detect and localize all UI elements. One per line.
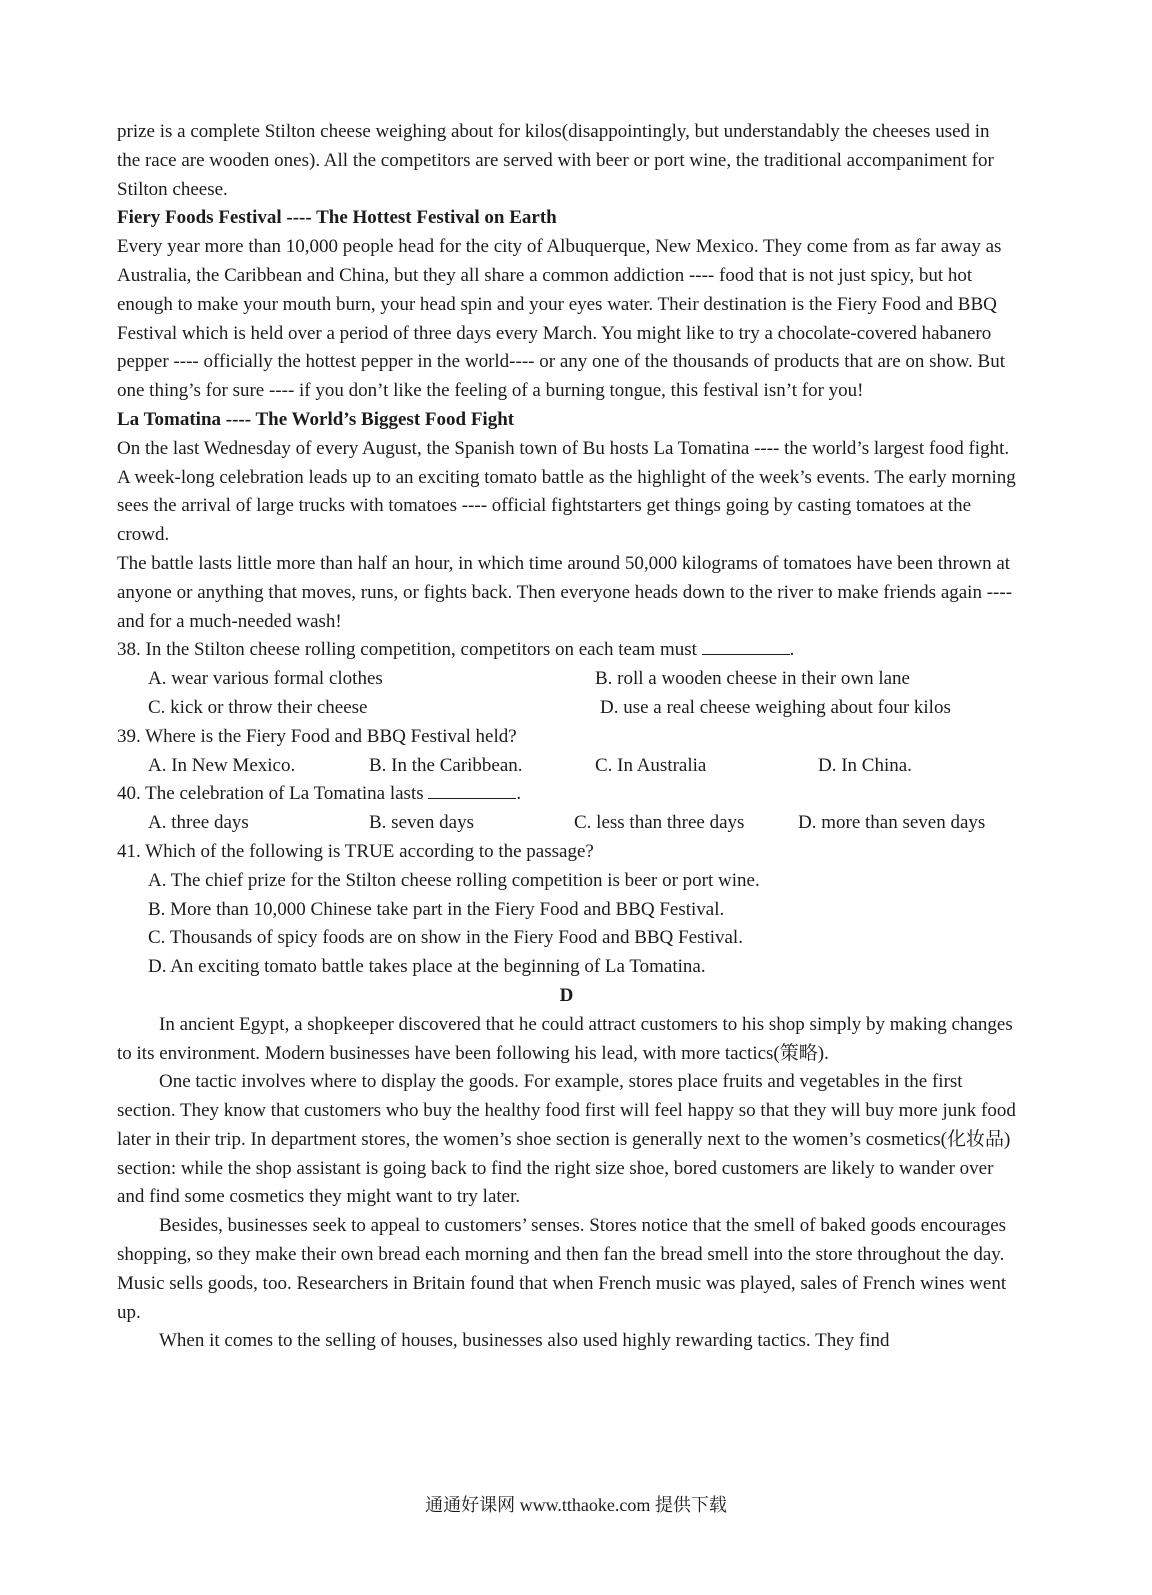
question-38-options-row-1 [117,665,1016,694]
section-heading: La Tomatina ---- The World’s Biggest Food Fight [117,408,515,430]
answer-blank [428,782,516,799]
passage-c-paragraph: prize is a complete Stilton cheese weighing about for kilos(disappointingly, but understandably the cheeses used in the race are wooden ones). All the competitors are served with beer or port wine, the traditional accompaniment for Stilton cheese. [117,121,994,200]
option-d: D. use a real cheese weighing about four kilos [600,696,951,718]
passage-c-paragraph: The battle lasts little more than half an hour, in which time around 50,000 kilograms of tomatoes have been thrown at anyone or anything that moves, runs, or fights back. Then everyone heads down to the river to make friends again ---- and for a much-needed wash! [117,552,1013,632]
answer-blank [702,638,790,655]
question-40-options [117,809,1016,838]
passage-d-paragraph: One tactic involves where to display the goods. For example, stores place fruits and vegetables in the first section. They know that customers who buy the healthy food first will feel happy so that they will buy more junk food later in their trip. In department stores, the women’s shoe section is generally next to the women’s cosmetics(化妆品) section: while the shop assistant is going back to find the right size shoe, bored customers are likely to wander over and find some cosmetics they might want to try later. [117,1071,1016,1208]
question-39: 39. Where is the Fiery Food and BBQ Festival held? [117,725,517,747]
question-39-options [117,752,1016,781]
option-d: D. An exciting tomato battle takes place at the beginning of La Tomatina. [148,956,706,978]
passage-d-paragraph: Besides, businesses seek to appeal to customers’ senses. Stores notice that the smell of baked goods encourages shopping, so they make their own bread each morning and then fan the bread smell into the store throughout the day. Music sells goods, too. Researchers in Britain found that when French music was played, sales of French wines went up. [117,1215,1007,1323]
passage-d-label: D [559,984,574,1006]
option-c: C. kick or throw their cheese [148,696,368,718]
option-a: A. In New Mexico. [148,754,296,776]
option-c: C. Thousands of spicy foods are on show in the Fiery Food and BBQ Festival. [148,927,743,949]
page-footer: 通通好课网 www.tthaoke.com 提供下载 [425,1495,727,1515]
passage-d-paragraph: When it comes to the selling of houses, businesses also used highly rewarding tactics. They find [159,1330,890,1352]
section-heading: Fiery Foods Festival ---- The Hottest Festival on Earth [117,207,557,229]
option-b: B. seven days [369,812,475,834]
passage-c-paragraph: On the last Wednesday of every August, the Spanish town of Bu hosts La Tomatina ---- the world’s largest food fight. A week-long celebration leads up to an exciting tomato battle as the highlight of the week’s events. The early morning sees the arrival of large trucks with tomatoes ---- official fightstarters get things going by casting tomatoes at the crowd. [117,437,1016,546]
question-40 [117,780,1016,809]
question-stem: 38. In the Stilton cheese rolling competition, competitors on each team must [117,639,697,661]
option-a: A. three days [148,812,249,834]
option-b: B. More than 10,000 Chinese take part in the Fiery Food and BBQ Festival. [148,898,725,920]
passage-d-paragraph: In ancient Egypt, a shopkeeper discovered that he could attract customers to his shop simply by making changes to its environment. Modern businesses have been following his lead, with more tactics(策略). [117,1013,1013,1064]
question-end: . [789,639,795,661]
question-38-options-row-2 [117,694,1016,723]
option-b: B. In the Caribbean. [369,754,523,776]
option-a: A. wear various formal clothes [148,668,383,690]
passage-c-paragraph: Every year more than 10,000 people head for the city of Albuquerque, New Mexico. They come from as far away as Australia, the Caribbean and China, but they all share a common addiction ---- food that is not just spicy, but hot enough to make your mouth burn, your head spin and your eyes water. Their destination is the Fiery Food and BBQ Festival which is held over a period of three days every March. You might like to try a chocolate-covered habanero pepper ---- officially the hottest pepper in the world---- or any one of the thousands of products that are on show. But one thing’s for sure ---- if you don’t like the feeling of a burning tongue, this festival isn’t for you! [117,236,1005,402]
question-end: . [516,783,522,805]
option-d: D. more than seven days [798,812,986,834]
question-41: 41. Which of the following is TRUE according to the passage? [117,840,594,862]
question-stem: 40. The celebration of La Tomatina lasts [117,783,424,805]
option-d: D. In China. [818,754,912,776]
option-b: B. roll a wooden cheese in their own lane [595,668,910,690]
option-c: C. In Australia [595,754,707,776]
question-38 [117,636,1016,665]
document-page [117,118,1016,1356]
option-a: A. The chief prize for the Stilton cheese rolling competition is beer or port wine. [148,869,760,891]
option-c: C. less than three days [574,812,745,834]
